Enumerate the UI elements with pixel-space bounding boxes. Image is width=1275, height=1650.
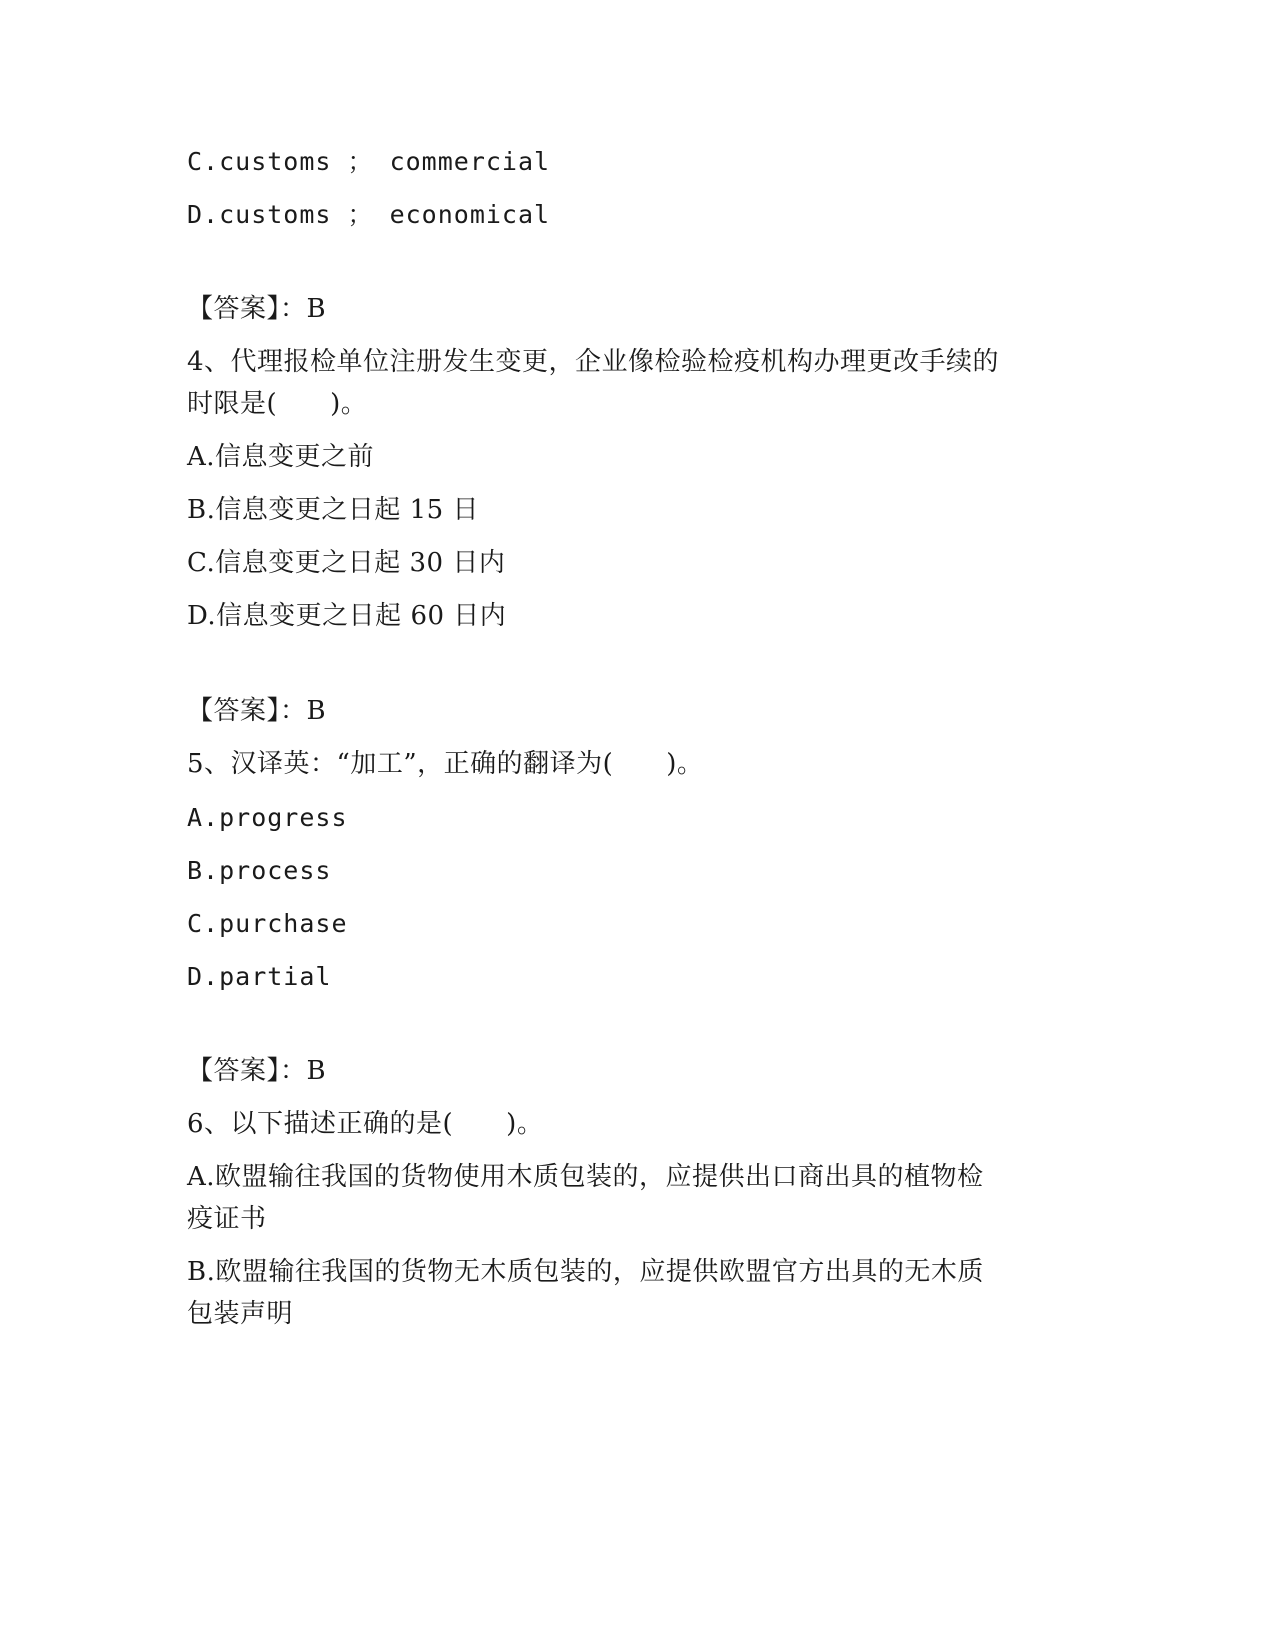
- q6-option-a-line2: 疫证书: [187, 1204, 267, 1234]
- q5-answer: 【答案】：B: [187, 1056, 327, 1086]
- q6-option-a-line1: A.欧盟输往我国的货物使用木质包装的，应提供出口商出具的植物检: [187, 1162, 984, 1192]
- q5-option-a: A.progress: [187, 803, 348, 832]
- q6-option-b-line2: 包装声明: [187, 1299, 294, 1329]
- q5-stem: 5、汉译英：“加工”，正确的翻译为( )。: [187, 749, 704, 779]
- q4-stem-line2: 时限是( )。: [187, 389, 368, 419]
- q4-option-c: C.信息变更之日起 30 日内: [187, 548, 506, 578]
- q3-answer: 【答案】：B: [187, 294, 327, 324]
- q4-answer: 【答案】：B: [187, 696, 327, 726]
- q4-option-a: A.信息变更之前: [187, 442, 375, 472]
- q5-option-c: C.purchase: [187, 909, 348, 938]
- q3-option-d: D.customs ； economical: [187, 200, 551, 229]
- q4-stem-line1: 4、代理报检单位注册发生变更，企业像检验检疫机构办理更改手续的: [187, 347, 1000, 377]
- q6-option-b-line1: B.欧盟输往我国的货物无木质包装的，应提供欧盟官方出具的无木质: [187, 1257, 984, 1287]
- q5-option-b: B.process: [187, 856, 332, 885]
- q3-option-c: C.customs ； commercial: [187, 147, 551, 176]
- q6-stem: 6、以下描述正确的是( )。: [187, 1109, 544, 1139]
- q4-option-b: B.信息变更之日起 15 日: [187, 495, 479, 525]
- q5-option-d: D.partial: [187, 962, 332, 991]
- q4-option-d: D.信息变更之日起 60 日内: [187, 601, 507, 631]
